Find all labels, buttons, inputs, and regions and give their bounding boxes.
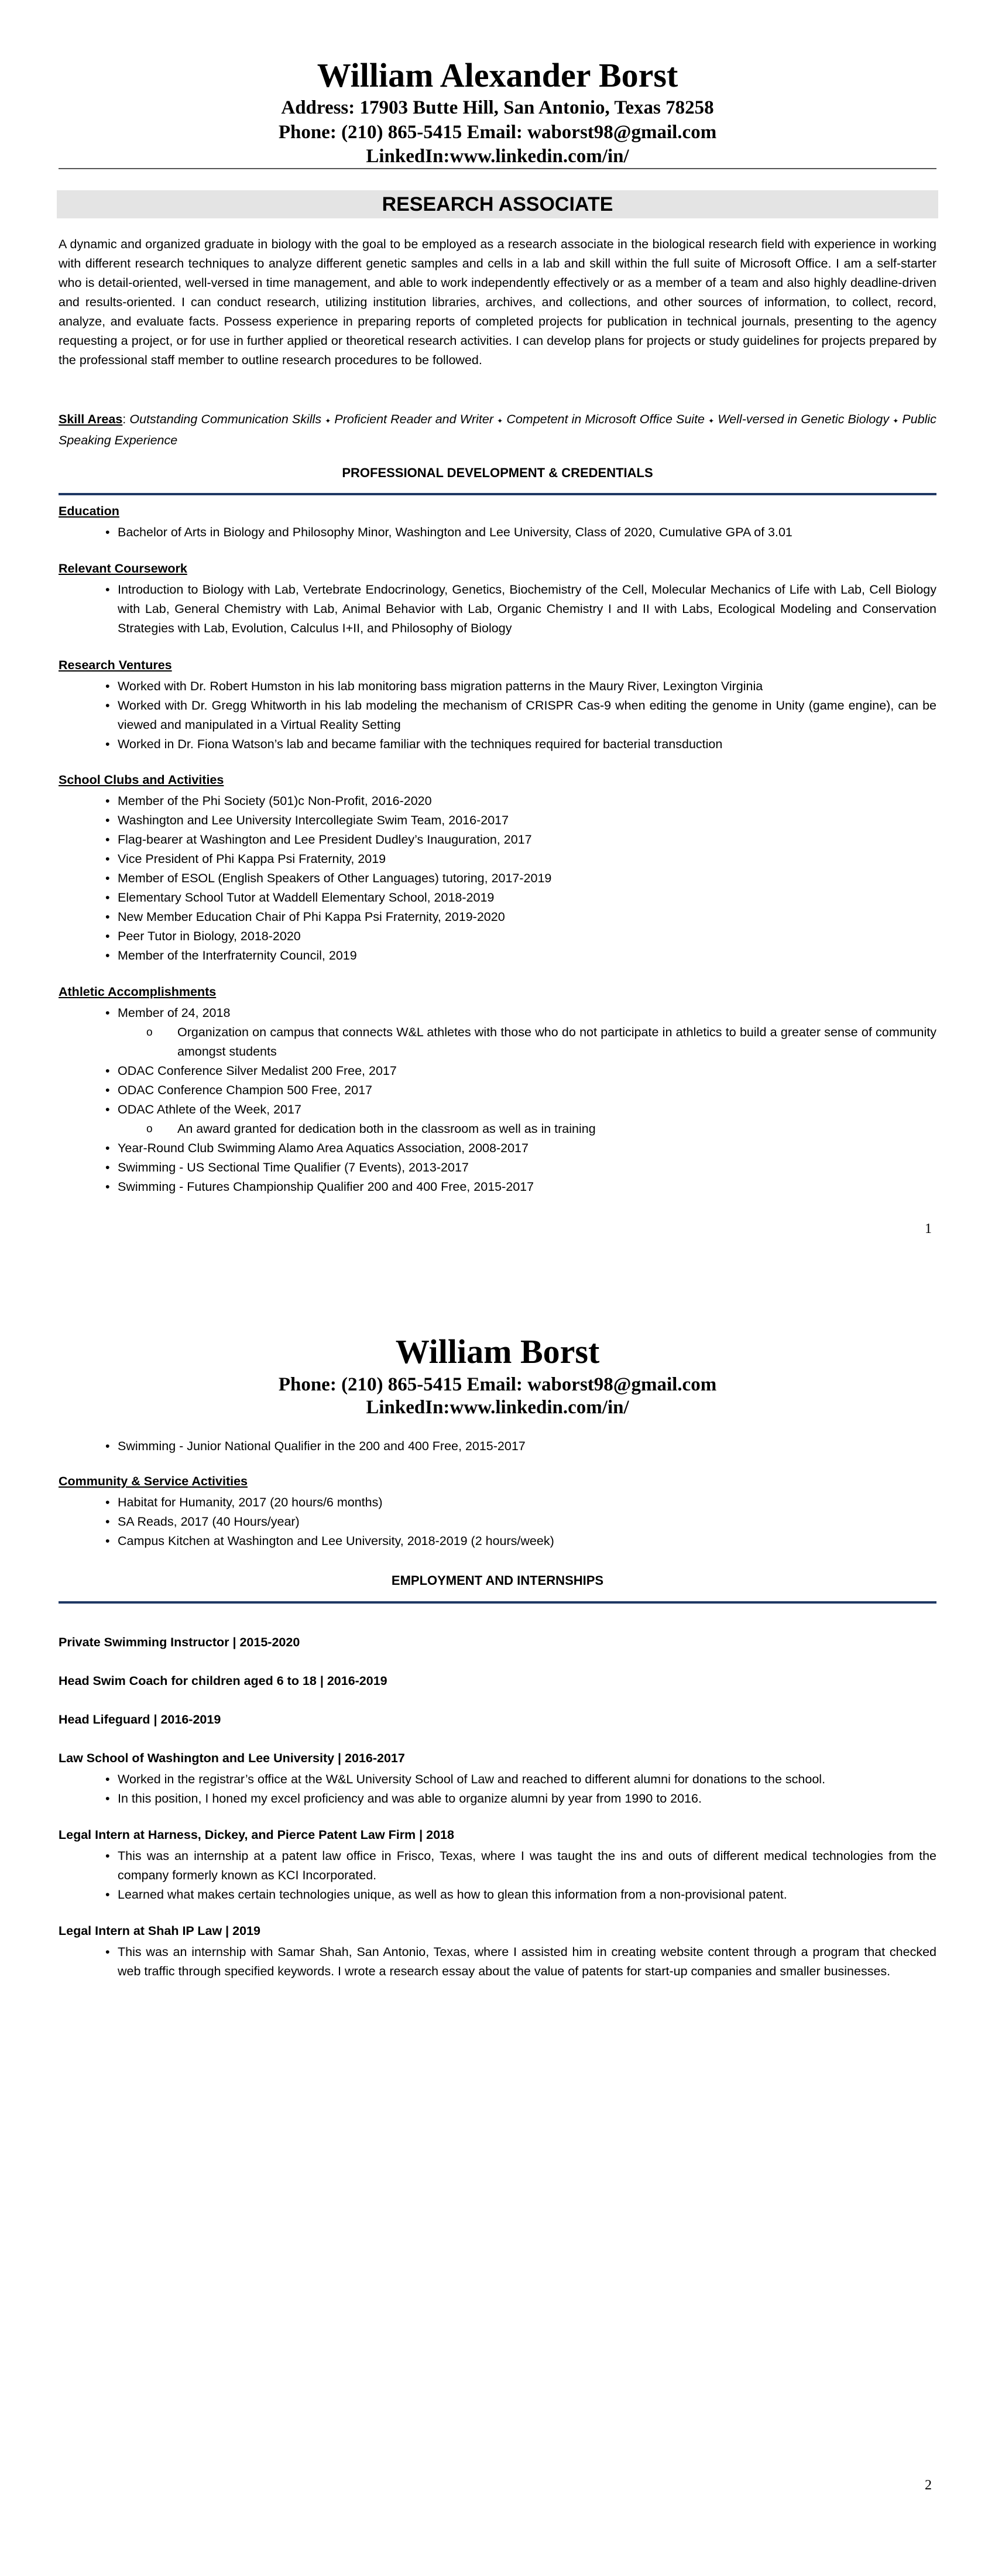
list-item: • This was an internship with Samar Shah, San Antonio, Texas, where I assisted him in creating website content through a program that checked web traffic through specified keywords. I wrote a research essay about the value of patents for start-up companies and smaller businesses. [59,1943,936,1981]
page-number: 1 [925,1221,932,1236]
skill-item: Well-versed in Genetic Biology [718,412,890,426]
list-item: • Elementary School Tutor at Waddell Elementary School, 2018-2019 [59,888,936,907]
resume-page-2 [0,1288,995,2576]
coursework-list [59,580,936,638]
linkedin-line: LinkedIn:www.linkedin.com/in/ [366,1397,629,1418]
candidate-name: William Borst [395,1332,600,1371]
job-duties-list [59,1847,936,1904]
community-heading: Community & Service Activities [59,1474,248,1488]
clubs-list [59,792,936,965]
skill-areas [59,410,936,450]
skill-areas-label: Skill Areas [59,412,123,426]
section-title-employment: EMPLOYMENT AND INTERNSHIPS [391,1573,604,1588]
list-item: • Bachelor of Arts in Biology and Philosophy Minor, Washington and Lee University, Class of 2020, Cumulative GPA of 3.01 [59,523,936,542]
list-subitem: o Organization on campus that connects W&L athletes with those who do not participate in athletics to build a greater sense of community amongst students [59,1023,936,1061]
list-item: • Flag-bearer at Washington and Lee President Dudley’s Inauguration, 2017 [59,830,936,849]
skill-separator: ✦ [893,417,899,425]
header-divider [59,168,936,169]
community-list [59,1493,936,1551]
list-item: • Worked in Dr. Fiona Watson’s lab and became familiar with the techniques required for bacterial transduction [59,735,936,754]
list-item: • New Member Education Chair of Phi Kappa Psi Fraternity, 2019-2020 [59,907,936,927]
skill-item: Public Speaking Experience [59,412,936,447]
contact-line: Phone: (210) 865-5415 Email: waborst98@gmail.com [278,122,717,143]
clubs-heading: School Clubs and Activities [59,773,224,787]
skill-areas-colon: : [122,412,126,426]
list-item: • Member of 24, 2018 [59,1003,936,1023]
list-item: • Swimming - Junior National Qualifier in the 200 and 400 Free, 2015-2017 [59,1437,936,1456]
list-item: • Year-Round Club Swimming Alamo Area Aquatics Association, 2008-2017 [59,1139,936,1158]
job-title: Legal Intern at Harness, Dickey, and Pierce Patent Law Firm | 2018 [59,1828,454,1842]
skill-item: Competent in Microsoft Office Suite [506,412,705,426]
athletic-list-continued [59,1437,936,1456]
list-item: • This was an internship at a patent law office in Frisco, Texas, where I was taught the ins and outs of different medical technologies from the company formerly known as KCI Incorporated. [59,1847,936,1885]
list-item: • Learned what makes certain technologies unique, as well as how to glean this information from a non-provisional patent. [59,1885,936,1904]
job-title: Head Swim Coach for children aged 6 to 18 | 2016-2019 [59,1674,387,1688]
section-divider [59,1601,936,1604]
list-item: • ODAC Conference Silver Medalist 200 Free, 2017 [59,1061,936,1081]
list-item: • Member of ESOL (English Speakers of Other Languages) tutoring, 2017-2019 [59,869,936,888]
job-title: Law School of Washington and Lee University | 2016-2017 [59,1751,405,1765]
athletic-list [59,1003,936,1197]
contact-line: Phone: (210) 865-5415 Email: waborst98@gmail.com [278,1374,717,1395]
skill-item: Proficient Reader and Writer [334,412,494,426]
list-item: • In this position, I honed my excel proficiency and was able to organize alumni by year from 1990 to 2016. [59,1789,936,1808]
research-heading: Research Ventures [59,658,172,672]
coursework-heading: Relevant Coursework [59,561,187,576]
linkedin-line: LinkedIn:www.linkedin.com/in/ [366,146,629,167]
education-list [59,523,936,542]
list-item: • Washington and Lee University Intercollegiate Swim Team, 2016-2017 [59,811,936,830]
list-item: • SA Reads, 2017 (40 Hours/year) [59,1512,936,1532]
education-heading: Education [59,504,119,518]
summary-paragraph: A dynamic and organized graduate in biology with the goal to be employed as a research associate in the biological research field with experience in working with different research techniques to analyze different genetic samples and cells in a lab and skill within the full suite of Microsoft Office. I am a self-starter who is detail-oriented, well-versed in time management, and able to work independently effectively or as a member of a team and also highly deadline-driven and results-oriented. I can conduct research, utilizing institution libraries, archives, and collections, and other sources of information, to collect, record, analyze, and evaluate facts. Possess experience in preparing reports of completed projects for publication in technical journals, presenting to the agency requesting a project, or for use in further applied or theoretical research activities. I can develop plans for projects or study guidelines for projects prepared by the professional staff member to outline research procedures to be followed. [59,237,936,367]
objective-title: RESEARCH ASSOCIATE [382,193,613,215]
job-title: Legal Intern at Shah IP Law | 2019 [59,1924,260,1938]
list-subitem: o An award granted for dedication both in the classroom as well as in training [59,1119,936,1139]
skill-separator: ✦ [708,417,715,425]
list-item: • ODAC Athlete of the Week, 2017 [59,1100,936,1119]
list-item: • Habitat for Humanity, 2017 (20 hours/6 months) [59,1493,936,1512]
address-line: Address: 17903 Butte Hill, San Antonio, Texas 78258 [281,97,714,118]
section-title-credentials: PROFESSIONAL DEVELOPMENT & CREDENTIALS [342,465,653,480]
skill-separator: ✦ [497,417,503,425]
list-item: • Worked with Dr. Robert Humston in his lab monitoring bass migration patterns in the Maury River, Lexington Virginia [59,677,936,696]
job-duties-list [59,1770,936,1808]
list-item: • Swimming - US Sectional Time Qualifier (7 Events), 2013-2017 [59,1158,936,1177]
list-item: • Swimming - Futures Championship Qualifier 200 and 400 Free, 2015-2017 [59,1177,936,1197]
list-item: • Worked in the registrar’s office at the W&L University School of Law and reached to different alumni for donations to the school. [59,1770,936,1789]
candidate-name: William Alexander Borst [317,56,678,94]
job-duties-list [59,1943,936,1981]
athletic-heading: Athletic Accomplishments [59,985,217,999]
list-item: • Member of the Phi Society (501)c Non-Profit, 2016-2020 [59,792,936,811]
job-title: Head Lifeguard | 2016-2019 [59,1712,221,1727]
list-item: • Introduction to Biology with Lab, Vertebrate Endocrinology, Genetics, Biochemistry of the Cell, Molecular Mechanics of Life with Lab, Cell Biology with Lab, General Chemistry with Lab, Animal Behavior with Lab, Organic Chemistry I and II with Labs, Ecological Modeling and Conservation Strategies with Lab, Evolution, Calculus I+II, and Philosophy of Biology [59,580,936,638]
job-title: Private Swimming Instructor | 2015-2020 [59,1635,300,1649]
list-item: • ODAC Conference Champion 500 Free, 2017 [59,1081,936,1100]
objective-banner [57,190,938,218]
section-divider [59,493,936,495]
list-item: • Peer Tutor in Biology, 2018-2020 [59,927,936,946]
page-number: 2 [925,2478,932,2493]
list-item: • Worked with Dr. Gregg Whitworth in his lab modeling the mechanism of CRISPR Cas-9 when editing the genome in Unity (game engine), can be viewed and manipulated in a Virtual Reality Setting [59,696,936,735]
list-item: • Vice President of Phi Kappa Psi Fraternity, 2019 [59,849,936,869]
skill-item: Outstanding Communication Skills [129,412,322,426]
list-item: • Campus Kitchen at Washington and Lee University, 2018-2019 (2 hours/week) [59,1532,936,1551]
list-item: • Member of the Interfraternity Council, 2019 [59,946,936,965]
skill-separator: ✦ [325,417,331,425]
research-list [59,677,936,754]
